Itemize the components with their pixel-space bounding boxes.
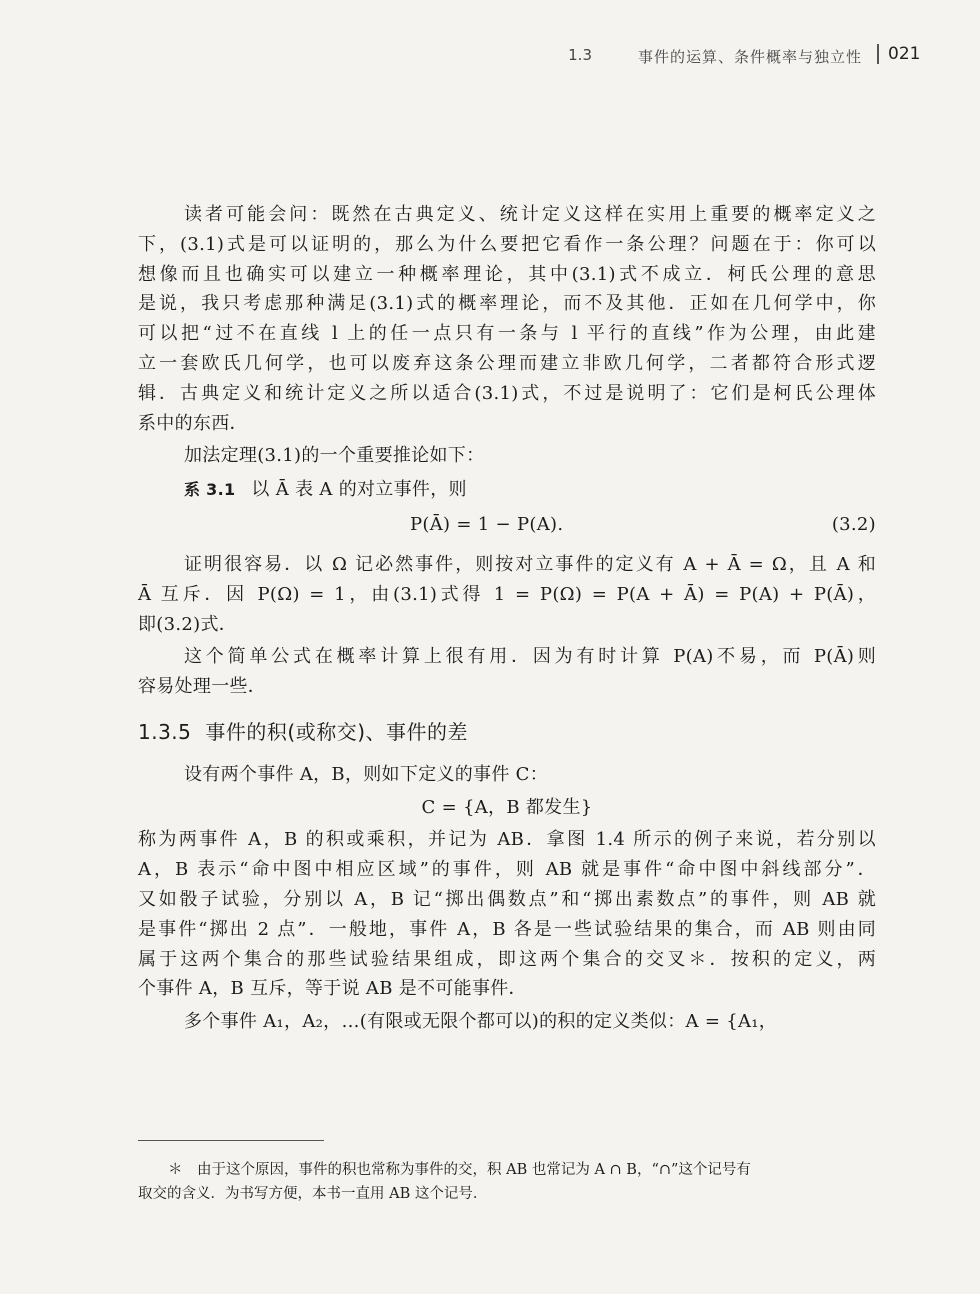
- paragraph-6: [138, 825, 876, 1004]
- text-line: 读者可能会问：既然在古典定义、统计定义这样在实用上重要的概率定义之: [184, 204, 876, 225]
- text-line: 个事件 A，B 互斥，等于说 AB 是不可能事件．: [138, 978, 527, 1000]
- text-line: 证明很容易．以 Ω 记必然事件，则按对立事件的定义有 A + Ā = Ω，且 A 和: [184, 553, 876, 575]
- header-divider: [877, 44, 879, 64]
- paragraph-1: [138, 200, 876, 438]
- text-line: 想像而且也确实可以建立一种概率理论，其中(3.1)式不成立．柯氏公理的意思: [138, 263, 876, 285]
- text-line: 系中的东西．: [138, 412, 248, 434]
- text-line: 容易处理一些．: [138, 676, 267, 698]
- paragraph-3: [138, 550, 876, 639]
- page-number: 021: [888, 44, 921, 64]
- running-header: [0, 40, 980, 70]
- equation-expression: P(Ā) = 1 − P(A).: [410, 513, 564, 535]
- corollary-text: 以 Ā 表 A 的对立事件，则: [251, 479, 467, 501]
- corollary: [138, 475, 876, 505]
- text-line: 是说，我只考虑那种满足(3.1)式的概率理论，而不及其他．正如在几何学中，你: [138, 293, 876, 315]
- section-number: 1.3.5: [138, 719, 192, 744]
- footnote-divider: [138, 1140, 324, 1141]
- paragraph-5: 设有两个事件 A，B，则如下定义的事件 C：: [184, 763, 549, 785]
- set-definition: C = {A，B 都发生}: [421, 796, 593, 818]
- paragraph-4: [138, 642, 876, 702]
- footnote-line: 取交的含义．为书写方便，本书一直用 AB 这个记号．: [138, 1186, 488, 1202]
- header-section-number: 1.3: [568, 46, 592, 64]
- text-line: 属于这两个集合的那些试验结果组成，即这两个集合的交叉＊．按积的定义，两: [138, 948, 876, 970]
- header-title: 事件的运算、条件概率与独立性: [637, 48, 862, 66]
- equation-number: (3.2): [831, 513, 876, 535]
- text-line: 辑．古典定义和统计定义之所以适合(3.1)式，不过是说明了：它们是柯氏公理体: [138, 382, 876, 404]
- text-line: 又如骰子试验，分别以 A，B 记“掷出偶数点”和“掷出素数点”的事件，则 AB 就: [138, 888, 876, 910]
- text-line: 这个简单公式在概率计算上很有用．因为有时计算 P(A)不易，而 P(Ā)则: [184, 646, 876, 668]
- text-line: 是事件“掷出 2 点”．一般地，事件 A，B 各是一些试验结果的集合，而 AB 则由同: [138, 918, 876, 940]
- footnote: [138, 1158, 876, 1206]
- text-line: 立一套欧氏几何学，也可以废弃这条公理而建立非欧几何学，二者都符合形式逻: [138, 352, 876, 374]
- text-line: 称为两事件 A，B 的积或乘积，并记为 AB．拿图 1.4 所示的例子来说，若分别以: [138, 829, 876, 851]
- text-line: Ā 互斥．因 P(Ω) = 1，由(3.1)式得 1 = P(Ω) = P(A + Ā) = P(A) + P(Ā)，: [138, 583, 876, 605]
- equation-3-2: [138, 508, 876, 542]
- text-line: 即(3.2)式．: [138, 613, 238, 635]
- text-line: 下，(3.1)式是可以证明的，那么为什么要把它看作一条公理？问题在于：你可以: [138, 233, 876, 255]
- footnote-line: ＊ 由于这个原因，事件的积也常称为事件的交，积 AB 也常记为 A ∩ B，“∩”这个记号有: [168, 1162, 751, 1178]
- corollary-label: 系 3.1: [184, 480, 236, 500]
- paragraph-7: 多个事件 A₁，A₂，…(有限或无限个都可以)的积的定义类似：A = {A₁，: [184, 1011, 778, 1033]
- section-heading: [138, 718, 876, 748]
- main-text: [138, 200, 876, 1040]
- paragraph-2: 加法定理(3.1)的一个重要推论如下：: [184, 445, 485, 467]
- section-title: 事件的积(或称交)、事件的差: [205, 719, 468, 744]
- text-line: 可以把“过不在直线 l 上的任一点只有一条与 l 平行的直线”作为公理，由此建: [138, 323, 876, 345]
- text-line: A，B 表示“命中图中相应区域”的事件，则 AB 就是事件“命中图中斜线部分”．: [138, 859, 876, 881]
